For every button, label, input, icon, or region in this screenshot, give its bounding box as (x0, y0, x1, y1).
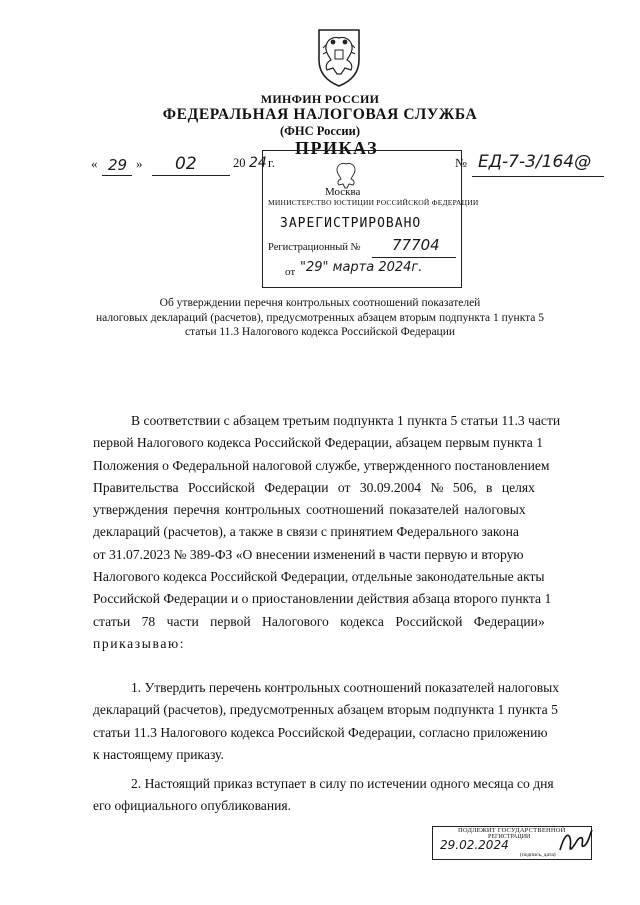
year-unit: г. (268, 156, 275, 170)
item-line: 1. Утвердить перечень контрольных соотношений показателей налоговых (131, 680, 560, 695)
approval-stamp-top: ПОДЛЕЖИТ ГОСУДАРСТВЕННОЙ (458, 827, 566, 834)
order-month: 02 (175, 154, 197, 174)
title-line: статьи 11.3 Налогового кодекса Российской Федерации (184, 326, 456, 338)
ministry-name: МИНФИН РОССИИ (260, 92, 380, 106)
date-quote-close: » (136, 156, 143, 171)
preamble-line: Правительства Российской Федерации от 30.09.2004 № 506, в целях (93, 479, 535, 495)
service-abbreviation: (ФНС России) (279, 124, 360, 138)
coat-of-arms-emblem (313, 26, 365, 88)
preamble-line: статьи 78 части первой Налогового кодекса Российской Федерации» (93, 613, 545, 629)
order-number: ЕД-7-3/164@ (478, 152, 592, 172)
preamble-line: от 31.07.2023 № 389-ФЗ «О внесении изменений в части первую и вторую (93, 546, 524, 562)
service-name: ФЕДЕРАЛЬНАЯ НАЛОГОВАЯ СЛУЖБА (162, 106, 478, 123)
preamble-line: Российской Федерации и о приостановлении действия абзаца второго пункта 1 (93, 591, 552, 607)
year-suffix: 24 (249, 155, 267, 171)
preamble-line: В соответствии с абзацем третьим подпункта 1 пункта 5 статьи 11.3 части (131, 413, 561, 428)
preamble-line: первой Налогового кодекса Российской Федерации, абзацем первым пункта 1 (93, 435, 544, 451)
document-title (60, 296, 580, 340)
item-line: к настоящему приказу. (93, 746, 224, 762)
date-quote-open: « (91, 156, 98, 171)
approval-stamp-bottom: (подпись, дата) (520, 852, 556, 858)
reg-number-underline (372, 257, 456, 258)
document-type: ПРИКАЗ (295, 138, 379, 158)
number-underline (472, 176, 604, 177)
stamp-status: ЗАРЕГИСТРИРОВАНО (280, 216, 422, 231)
preamble-line: деклараций (расчетов), а также в связи с принятием Федерального закона (93, 524, 519, 540)
stamp-ministry: МИНИСТЕРСТВО ЮСТИЦИИ РОССИЙСКОЙ ФЕДЕРАЦИИ (268, 198, 479, 207)
item-line: его официального опубликования. (93, 798, 292, 814)
approval-stamp-mid: РЕГИСТРАЦИИ (488, 834, 531, 840)
order-item-2 (93, 773, 613, 818)
stamp-reg-number: 77704 (392, 236, 440, 254)
title-line: Об утверждении перечня контрольных соотношений показателей (159, 297, 481, 309)
stamp-reg-label: Регистрационный № (268, 242, 361, 253)
title-line: налоговых деклараций (расчетов), предусмотренных абзацем вторым подпункта 1 пункта 5 (95, 311, 545, 324)
month-underline (152, 175, 230, 176)
item-line: 2. Настоящий приказ вступает в силу по истечении одного месяца со дня (131, 776, 554, 791)
number-label: № (455, 156, 467, 170)
item-line: деклараций (расчетов), предусмотренных абзацем вторым подпункта 1 пункта 5 (93, 702, 558, 718)
approval-stamp-date: 29.02.2024 (440, 838, 509, 852)
preamble-line: Налогового кодекса Российской Федерации, отдельные законодательные акты (93, 569, 545, 585)
item-line: статьи 11.3 Налогового кодекса Российской Федерации, согласно приложению (93, 724, 548, 740)
preamble-line: утверждения перечня контрольных соотношений показателей налоговых (93, 502, 526, 518)
stamp-from-date: "29" марта 2024г. (300, 260, 423, 275)
preamble-paragraph (93, 410, 613, 655)
preamble-line: Положения о Федеральной налоговой службе, утвержденного постановлением (93, 457, 550, 473)
order-day: 29 (108, 156, 128, 174)
order-item-1 (93, 677, 613, 766)
day-underline (102, 175, 132, 176)
order-word: приказываю: (93, 635, 186, 651)
stamp-city: Москва (325, 186, 361, 198)
signature-icon (556, 826, 596, 858)
year-prefix: 20 (233, 156, 246, 170)
stamp-from-label: от (285, 266, 296, 278)
